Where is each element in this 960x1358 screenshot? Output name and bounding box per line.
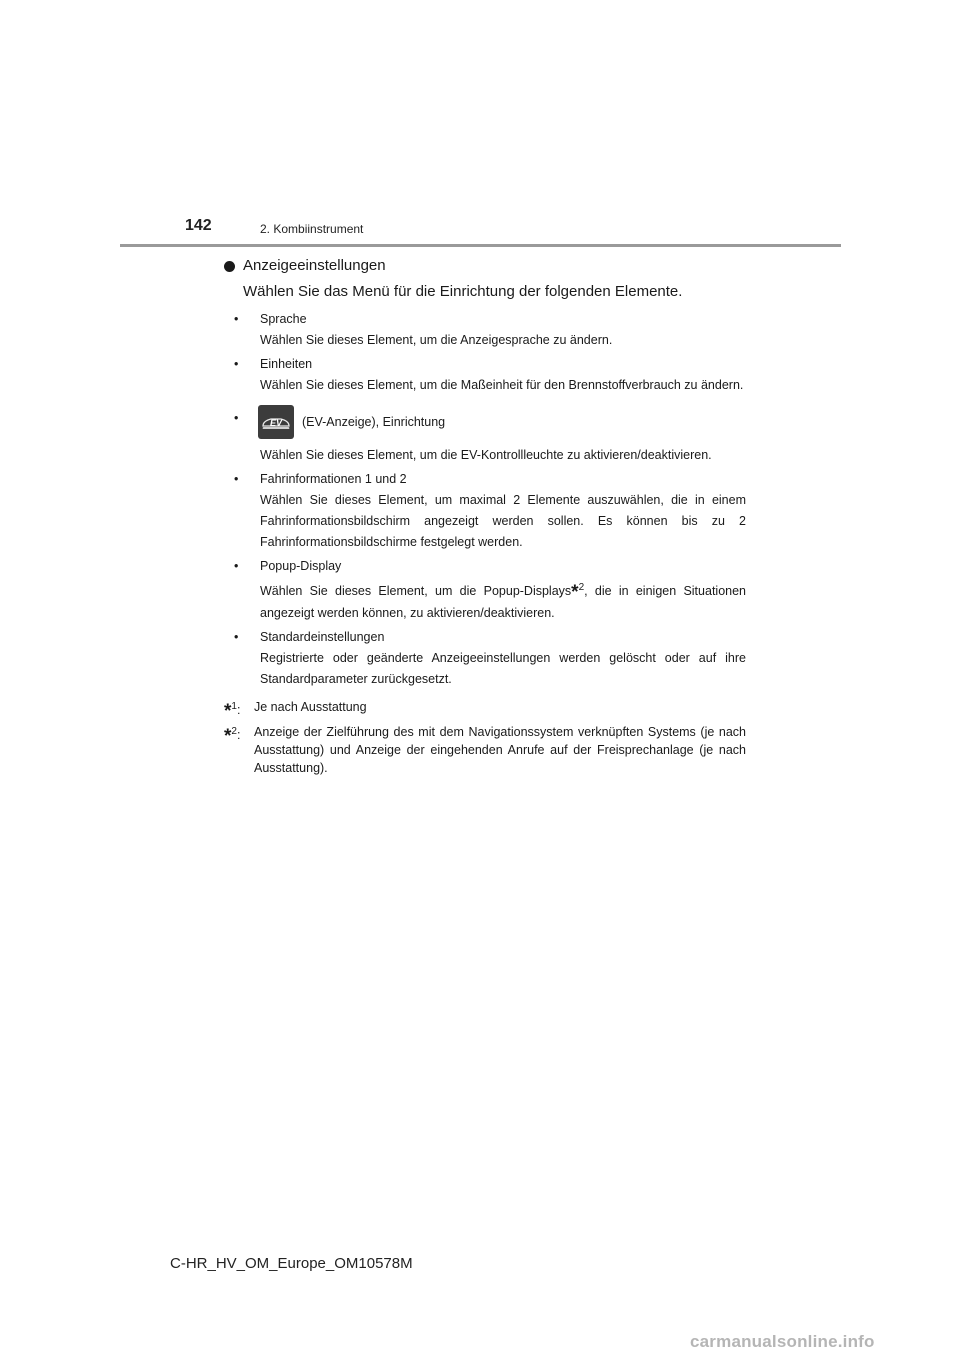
ev-indicator-icon xyxy=(258,405,294,439)
header-divider xyxy=(120,244,841,247)
page-number: 142 xyxy=(185,217,212,234)
footnotes xyxy=(224,698,746,777)
bullet-icon: • xyxy=(234,472,239,486)
footnote-text: Je nach Ausstattung xyxy=(254,700,367,714)
description-text: Wählen Sie dieses Element, um die Popup-Displays xyxy=(260,584,572,598)
footnote-ref-number: 2 xyxy=(578,582,585,593)
chapter-title: 2. Kombiinstrument xyxy=(260,222,364,236)
item-description: Registrierte oder geänderte Anzeigeeinstellungen werden gelöscht oder auf ihre Standardparameter zurückgesetzt. xyxy=(260,651,746,686)
item-title: (EV-Anzeige), Einrichtung xyxy=(302,415,446,429)
item-title: Einheiten xyxy=(260,357,313,371)
footnote-ref-star: * xyxy=(571,582,579,603)
footnote-2 xyxy=(224,723,746,777)
list-item-fahrinformationen xyxy=(224,469,746,553)
circle-bullet-icon xyxy=(224,261,235,272)
item-description: Wählen Sie dieses Element, um die Anzeigesprache zu ändern. xyxy=(260,333,613,347)
content-area xyxy=(224,256,746,779)
item-description: Wählen Sie dieses Element, um die EV-Kontrollleuchte zu aktivieren/deaktivieren. xyxy=(260,448,712,462)
settings-list xyxy=(224,309,746,690)
item-title: Popup-Display xyxy=(260,559,342,573)
section-intro: Wählen Sie das Menü für die Einrichtung der folgenden Elemente. xyxy=(243,283,683,300)
item-description: Wählen Sie dieses Element, um die Maßeinheit für den Brennstoffverbrauch zu ändern. xyxy=(260,378,744,392)
footnote-star: * xyxy=(224,726,232,747)
footnote-number: 2 xyxy=(231,726,237,737)
list-item-sprache xyxy=(224,309,746,351)
bullet-icon: • xyxy=(234,312,239,326)
watermark: carmanualsonline.info xyxy=(690,1332,875,1351)
list-item-einheiten xyxy=(224,354,746,396)
list-item-ev-anzeige xyxy=(224,399,746,466)
item-title: Sprache xyxy=(260,312,307,326)
section-heading xyxy=(224,256,746,276)
item-description xyxy=(260,577,746,624)
list-item-standardeinstellungen xyxy=(224,627,746,690)
section-title: Anzeigeeinstellungen xyxy=(243,257,386,274)
description-text: , die in einigen Situationen angezeigt werden können, zu aktivieren/deaktivieren. xyxy=(260,584,746,620)
footnote-text: Anzeige der Zielführung des mit dem Navigationssystem verknüpften Systems (je nach Ausstattung) und Anzeige der eingehenden Anrufe auf der Freisprechanlage (je nach Ausstattung). xyxy=(254,725,746,775)
footnote-star: * xyxy=(224,701,232,722)
footnote-colon: : xyxy=(236,728,241,742)
item-description: Wählen Sie dieses Element, um maximal 2 Elemente auszuwählen, die in einem Fahrinformationsbildschirm angezeigt werden sollen. Es können bis zu 2 Fahrinformationsbildschirme festgelegt werden. xyxy=(260,493,746,549)
bullet-icon: • xyxy=(234,411,239,425)
document-id: C-HR_HV_OM_Europe_OM10578M xyxy=(170,1255,413,1272)
ev-icon-text: EV xyxy=(269,418,283,428)
bullet-icon: • xyxy=(234,559,239,573)
list-item-popup-display xyxy=(224,556,746,624)
footnote-1 xyxy=(224,698,746,721)
item-title: Fahrinformationen 1 und 2 xyxy=(260,472,407,486)
footnote-number: 1 xyxy=(231,701,237,712)
footnote-colon: : xyxy=(236,703,241,717)
item-title: Standardeinstellungen xyxy=(260,630,385,644)
bullet-icon: • xyxy=(234,630,239,644)
bullet-icon: • xyxy=(234,357,239,371)
